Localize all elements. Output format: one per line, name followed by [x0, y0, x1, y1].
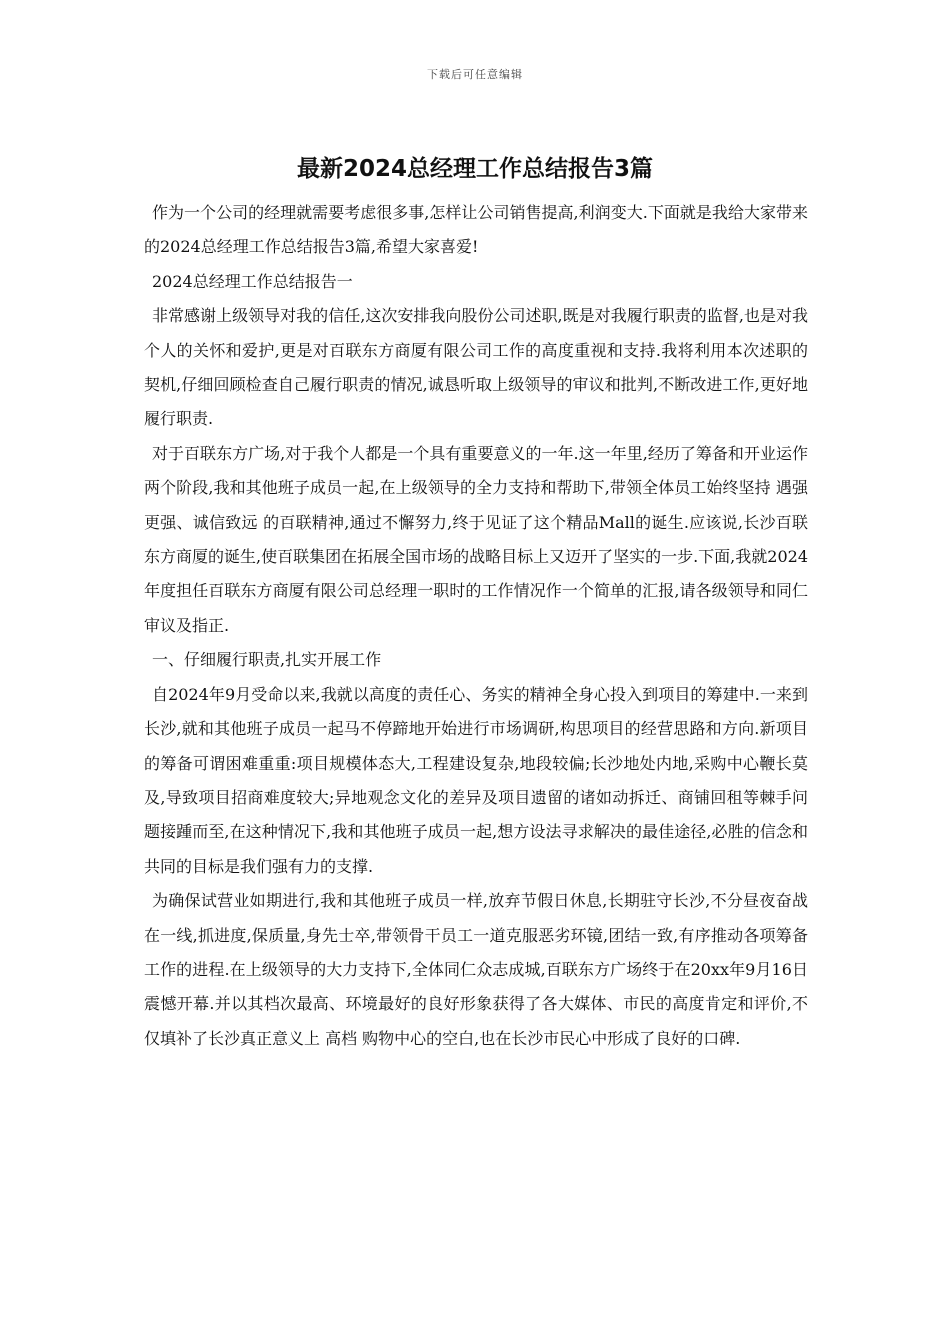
body-paragraph: 对于百联东方广场,对于我个人都是一个具有重要意义的一年.这一年里,经历了筹备和开业运作两个阶段,我和其他班子成员一起,在上级领导的全力支持和帮助下,带领全体员工始终坚持 遇强更强、诚信致远 的百联精神,通过不懈努力,终于见证了这个精品Mall的诞生.应该说,长沙百联东方商厦的诞生,使百联集团在拓展全国市场的战略目标上又迈开了坚实的一步.下面,我就2024年度担任百联东方商厦有限公司总经理一职时的工作情况作一个简单的汇报,请各级领导和同仁审议及指正. [144, 443, 808, 635]
document-body [144, 196, 808, 1056]
document-title: 最新2024总经理工作总结报告3篇 [296, 156, 654, 182]
body-paragraph: 自2024年9月受命以来,我就以高度的责任心、务实的精神全身心投入到项目的筹建中.一来到长沙,就和其他班子成员一起马不停蹄地开始进行市场调研,构思项目的经营思路和方向.新项目的筹备可谓困难重重:项目规模体态大,工程建设复杂,地段较偏;长沙地处内地,采购中心鞭长莫及,导致项目招商难度较大;异地观念文化的差异及项目遗留的诸如动拆迁、商铺回租等棘手问题接踵而至,在这种情况下,我和其他班子成员一起,想方设法寻求解决的最佳途径,必胜的信念和共同的目标是我们强有力的支撑. [144, 684, 808, 876]
header-note: 下载后可任意编辑 [427, 68, 523, 81]
section-heading-report-one: 2024总经理工作总结报告一 [152, 271, 353, 291]
subsection-heading: 一、仔细履行职责,扎实开展工作 [152, 650, 382, 670]
body-paragraph: 为确保试营业如期进行,我和其他班子成员一样,放弃节假日休息,长期驻守长沙,不分昼夜奋战在一线,抓进度,保质量,身先士卒,带领骨干员工一道克服恶劣环镜,团结一致,有序推动各项筹备工作的进程.在上级领导的大力支持下,全体同仁众志成城,百联东方广场终于在20xx年9月16日震憾开幕.并以其档次最高、环境最好的良好形象获得了各大媒体、市民的高度肯定和评价,不仅填补了长沙真正意义上 高档 购物中心的空白,也在长沙市民心中形成了良好的口碑. [144, 891, 808, 1048]
intro-paragraph: 作为一个公司的经理就需要考虑很多事,怎样让公司销售提高,利润变大.下面就是我给大家带来的2024总经理工作总结报告3篇,希望大家喜爱! [144, 203, 808, 257]
body-paragraph: 非常感谢上级领导对我的信任,这次安排我向股份公司述职,既是对我履行职责的监督,也是对我个人的关怀和爱护,更是对百联东方商厦有限公司工作的高度重视和支持.我将利用本次述职的契机,仔细回顾检查自己履行职责的情况,诚恳听取上级领导的审议和批判,不断改进工作,更好地履行职责. [144, 306, 808, 429]
